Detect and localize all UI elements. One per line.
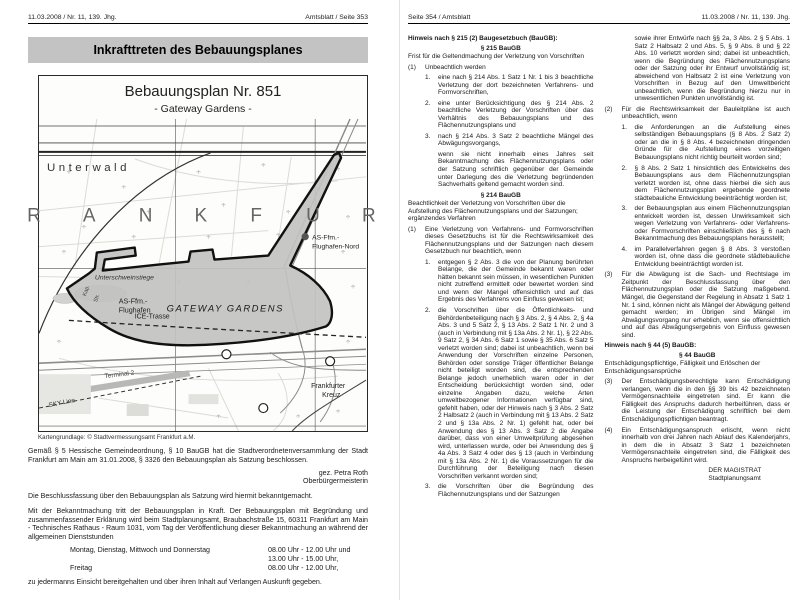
legal-block: Entschädigungspflichtige, Fälligkeit und Erlöschen der Entschädigungsansprüche	[604, 360, 761, 375]
map-title-block	[39, 76, 367, 119]
signature-name: gez. Petra Roth	[318, 468, 368, 477]
label-street-str: Str.	[93, 293, 102, 304]
header-page-number: Amtsblatt / Seite 353	[305, 14, 368, 21]
page-left	[0, 0, 398, 600]
office-hours-days: Freitag	[70, 563, 93, 572]
legal-column-1	[408, 35, 594, 501]
legal-block-text: entgegen § 2 Abs. 3 die von der Planung berührten Belange, die der Gemeinde bekannt waren oder hätten bekannt sein müssen, in wesentlichen Punkten nicht zutreffend ermittelt oder bewertet worden sind und wenn der Mangel offensichtlich und auf das Ergebnis des Verfahrens von Einfluss gewesen ist;	[438, 258, 594, 304]
city-letter: R	[361, 205, 376, 227]
label-skyline: SKY Line	[48, 397, 76, 410]
legal-block-text: Eine Verletzung von Verfahrens- und Formvorschriften dieses Gesetzbuchs ist für die Rechtswirksamkeit des Flächennutzungsplans und der Satzungen nach diesem Gesetzbuch nur beachtlich, wenn	[425, 225, 594, 256]
label-frankfurter: Frankfurter	[311, 383, 346, 391]
legal-block-text: der Bebauungsplan aus einem Flächennutzungsplan entwickelt worden ist, dessen Unwirksamkeit sich wegen Verletzung von Verfahrens- oder Verfahrens- oder Formvorschriften einschließlich des § 6 nach Bekanntmachung des Bebauungsplans herausstellt;	[634, 205, 790, 243]
legal-block	[425, 74, 594, 97]
interchange-dot	[302, 233, 309, 240]
legal-block-text: die Vorschriften über die Öffentlichkeits- und Behördenbeteiligung nach § 3 Abs. 2, § 4 Abs. 2, § 4a Abs. 3 und 5 Satz 2, § 13 Abs. 2 Satz 1 Nr. 2 und 3 (auch in Verbindung mit § 13a Abs. 2 Nr. 1), § 22 Abs. 9 Satz 2, § 34 Abs. 6 Satz 1 sowie § 35 Abs. 6 Satz 5 verletzt worden sind; dabei ist unbeachtlich, wenn bei Anwendung der Vorschriften einzelne Personen, Behörden oder sonstige Träger öffentlicher Belange nicht beteiligt worden sind, die entsprechenden Belange jedoch unerheblich waren oder in der Entscheidung berücksichtigt worden sind, oder einzelne Angaben dazu, welche Arten umweltbezogener Informationen verfügbar sind, gefehlt haben, oder der Hinweis nach § 3 Abs. 2 Satz 2 Halbsatz 2 (auch in Verbindung mit § 13 Abs. 2 Satz 2 und § 13a Abs. 2 Nr. 1) gefehlt hat, oder bei Anwendung des § 13 Abs. 3 Satz 2 die Angabe darüber, dass von einer Umweltprüfung abgesehen wird, unterlassen wurde, oder bei Anwendung des § 4a Abs. 3 Satz 4 oder des § 13 (auch in Verbindung mit § 13a Abs. 2 Nr. 1) die Voraussetzungen für die Durchführung der Beteiligung nach diesen Vorschriften verkannt worden sind;	[438, 307, 594, 480]
legal-block	[622, 205, 791, 243]
legal-block-number: (3)	[604, 271, 613, 279]
label-unterschweinstiege: Unterschweinstiege	[94, 274, 154, 282]
page-right	[400, 0, 800, 600]
legal-block-number: 4.	[621, 245, 627, 253]
legal-block-number: (3)	[604, 378, 613, 386]
office-hours-days: Montag, Dienstag, Mittwoch und Donnerstag	[70, 546, 210, 555]
legal-block-number: 2.	[621, 164, 627, 172]
city-letter: U	[306, 205, 320, 227]
legal-block-number: (1)	[408, 63, 416, 71]
legal-column-2	[605, 35, 791, 501]
legal-block: Frist für die Geltendmachung der Verletzung von Vorschriften	[408, 53, 584, 61]
legal-block	[622, 124, 791, 162]
label-street-kap: Kap.	[82, 284, 92, 298]
legal-block-number: (1)	[408, 225, 416, 233]
legal-block-number: 2.	[425, 307, 431, 314]
legal-block-text: die Vorschriften über die Begründung des Flächennutzungsplans und der Satzungen	[438, 483, 594, 498]
header-date: 11.03.2008 / Nr. 11, 139. Jhg.	[28, 14, 117, 21]
legal-block-number: 1.	[621, 123, 627, 131]
legal-block: § 214 BauGB	[480, 191, 521, 199]
legal-block	[622, 165, 791, 203]
legal-block	[425, 307, 594, 480]
label-unterwald: Unterwald	[46, 161, 130, 174]
legal-block	[408, 64, 594, 72]
legal-block	[425, 259, 594, 304]
map-caption: Kartengrundlage: © Stadtvermessungsamt Frankfurt a.M.	[38, 434, 196, 441]
legal-block	[605, 427, 791, 465]
label-kreuz: Kreuz	[322, 392, 341, 400]
label-as-nord-2: Flughafen-Nord	[312, 243, 360, 251]
legal-block-text: im Parallelverfahren gegen § 8 Abs. 3 verstoßen worden ist, ohne dass die geordnete städtebauliche Entwicklung beeinträchtigt worden ist.	[634, 245, 790, 268]
label-terminal-2: Terminal 2	[104, 369, 135, 381]
city-letter: K	[194, 205, 208, 227]
office-hours-table	[70, 546, 368, 572]
legal-block	[425, 100, 594, 130]
legal-text-columns	[408, 35, 790, 501]
legal-block-text: Der Entschädigungsberechtigte kann Entschädigung verlangen, wenn die in den §§ 39 bis 42 bezeichneten Vermögensnachteile eingetreten sind. Er kann die Fälligkeit des Anspruchs dadurch herbeiführen, dass er die Leistung der Entschädigung schriftlich bei dem Entschädigungspflichtigen beantragt.	[621, 378, 790, 423]
legal-block: DER MAGISTRAT	[708, 467, 762, 475]
legal-block: sowie ihrer Entwürfe nach §§ 2a, 3 Abs. 2 § 5 Abs. 1 Satz 2 Halbsatz 2 und Abs. 5, § 9 Abs. 8 und § 22 Abs. 10 verletzt worden sind; dabei ist unbeachtlich, wenn die Begründung des Flächennutzungsplans oder der Satzung oder ihr Entwurf unvollständig ist; abweichend von Halbsatz 2 ist eine Verletzung von Vorschriften in Bezug auf den Umweltbericht unbeachtlich, wenn die Begründung hierzu nur in unwesentlichen Punkten unvollständig ist.	[634, 35, 790, 103]
legal-block-number: 3.	[425, 132, 431, 140]
legal-block: § 44 BauGB	[679, 351, 716, 359]
legal-block-number: 3.	[425, 483, 431, 491]
legal-block-text: die Anforderungen an die Aufstellung eines selbständigen Bebauungsplans (§ 8 Abs. 2 Satz 2) oder an die in § 8 Abs. 4 bezeichneten dringenden Gründe für die Aufstellung eines vorzeitigen Bebauungsplans nicht richtig beurteilt worden sind;	[634, 123, 790, 161]
resolution-paragraph: Gemäß § 5 Hessische Gemeindeordnung, § 10 BauGB hat die Stadtverordnetenversammlung der Stadt Frankfurt am Main am 31.01.2008, § 3326 den Bebauungsplan als Satzung beschlossen.	[28, 447, 368, 464]
legal-block	[425, 133, 594, 148]
legal-block	[622, 246, 791, 269]
label-as-flughafen-2: Flughafen	[118, 306, 151, 315]
legal-block: Hinweis nach § 215 (2) Baugesetzbuch (BauGB):	[408, 35, 558, 42]
legal-block: § 215 BauGB	[480, 44, 521, 52]
legal-block-number: 2.	[425, 99, 431, 107]
legal-block-text: § 8 Abs. 2 Satz 1 hinsichtlich des Entwickelns des Bebauungsplans aus dem Flächennutzungsplan verletzt worden ist, ohne dass hierbei die sich aus dem Flächennutzungsplan ergebende geordnete städtebauliche Entwicklung beeinträchtigt worden ist;	[634, 164, 790, 202]
legal-block-number: 1.	[425, 74, 431, 82]
legal-block: Stadtplanungsamt	[708, 474, 761, 482]
legal-block: Beachtlichkeit der Verletzung von Vorschriften über die Aufstellung des Flächennutzungsplans und der Satzungen; ergänzendes Verfahren	[408, 200, 578, 223]
legal-block	[425, 483, 594, 498]
signature-title: Oberbürgermeisterin	[302, 477, 368, 486]
legal-block: Hinweis nach § 44 (5) BauGB:	[604, 342, 697, 350]
legal-block	[605, 378, 791, 423]
label-as-nord-1: AS-Ffm.-	[312, 234, 340, 242]
city-letter: A	[82, 205, 96, 227]
legal-block-text: eine nach § 214 Abs. 1 Satz 1 Nr. 1 bis 3 beachtliche Verletzung der dort bezeichneten Verfahrens- und Formvorschriften,	[438, 74, 594, 97]
city-letter: N	[138, 205, 153, 227]
map-subtitle: - Gateway Gardens -	[154, 103, 252, 115]
office-hours-time: 08.00 Uhr - 12.00 Uhr,	[268, 563, 339, 572]
inspection-paragraph: zu jedermanns Einsicht bereitgehalten und über ihren Inhalt auf Verlangen Auskunft gegeben.	[28, 578, 322, 587]
legal-block-text: Ein Entschädigungsanspruch erlischt, wenn nicht innerhalb von drei Jahren nach Ablauf des Kalenderjahrs, in dem die in Absatz 3 Satz 1 bezeichneten Vermögensnachteile eingetreten sind, die Fälligkeit des Anspruchs herbeigeführt wird.	[621, 426, 790, 464]
legal-block-text: Unbeachtlich werden	[425, 63, 486, 71]
legal-block	[408, 226, 594, 256]
office-hours-time: 08.00 Uhr - 12.00 Uhr und 13.00 Uhr - 15.00 Uhr,	[268, 546, 351, 563]
announcement-paragraph: Die Beschlussfassung über den Bebauungsplan als Satzung wird hiermit bekanntgemacht.	[28, 492, 313, 501]
map-title: Bebauungsplan Nr. 851	[124, 83, 282, 100]
legal-block-number: (4)	[604, 426, 613, 434]
legal-block-text: Für die Abwägung ist die Sach- und Rechtslage im Zeitpunkt der Beschlussfassung über den Flächennutzungsplan oder die Satzung maßgebend. Mängel, die Gegenstand der Regelung in Absatz 1 Satz 1 Nr. 1 sind, können nicht als Mängel der Abwägung geltend gemacht werden; im Übrigen sind Mängel im Abwägungsvorgang nur erheblich, wenn sie offensichtlich und auf das Abwägungsergebnis von Einfluss gewesen sind.	[621, 271, 790, 339]
legal-block: wenn sie nicht innerhalb eines Jahres seit Bekanntmachung des Flächennutzungsplans oder der Satzung schriftlich gegenüber der Gemeinde unter Darlegung des die Verletzung begründenden Sachverhalts geltend gemacht worden sind.	[438, 150, 594, 189]
effectiveness-paragraph: Mit der Bekanntmachung tritt der Bebauungsplan in Kraft. Der Bebauungsplan mit Begründung und zusammenfassender Erklärung wird beim Stadtplanungsamt, Braubachstraße 15, 60311 Frankfurt am Main - Technisches Rathaus - Raum 1031, vom Tag der Veröffentlichung dieser Bekanntmachung an während der allgemeinen Dienststunden	[28, 506, 368, 542]
page-header	[408, 14, 790, 24]
header-page-number: Seite 354 / Amtsblatt	[408, 14, 471, 21]
legal-block-text: Für die Rechtswirksamkeit der Bauleitpläne ist auch unbeachtlich, wenn	[621, 105, 790, 121]
legal-block-number: 3.	[621, 205, 627, 213]
map-figure	[27, 75, 376, 432]
label-as-flughafen-1: AS-Ffm.-	[118, 297, 148, 306]
city-letter: F	[250, 205, 262, 227]
city-letter: R	[27, 205, 41, 227]
legal-block-text: eine unter Berücksichtigung des § 214 Abs. 2 beachtliche Verletzung der Vorschriften über das Verhältnis des Bebauungsplans und des Flächennutzungsplans und	[438, 99, 594, 130]
legal-block	[605, 271, 791, 339]
signature-block	[28, 469, 368, 487]
label-gateway-gardens: GATEWAY GARDENS	[166, 303, 284, 315]
legal-block-number: 1.	[425, 258, 431, 266]
article-title-bar: Inkrafttreten des Bebauungsplanes	[28, 37, 368, 63]
page-header	[28, 14, 368, 24]
label-ice-trasse: ICE-Trasse	[134, 313, 170, 321]
legal-block-text: nach § 214 Abs. 3 Satz 2 beachtliche Mängel des Abwägungsvorgangs,	[438, 132, 594, 148]
legal-block	[605, 106, 791, 121]
header-date: 11.03.2008 / Nr. 11, 139. Jhg.	[701, 14, 790, 21]
site-plan-map	[27, 119, 376, 431]
legal-block-number: (2)	[604, 105, 613, 113]
